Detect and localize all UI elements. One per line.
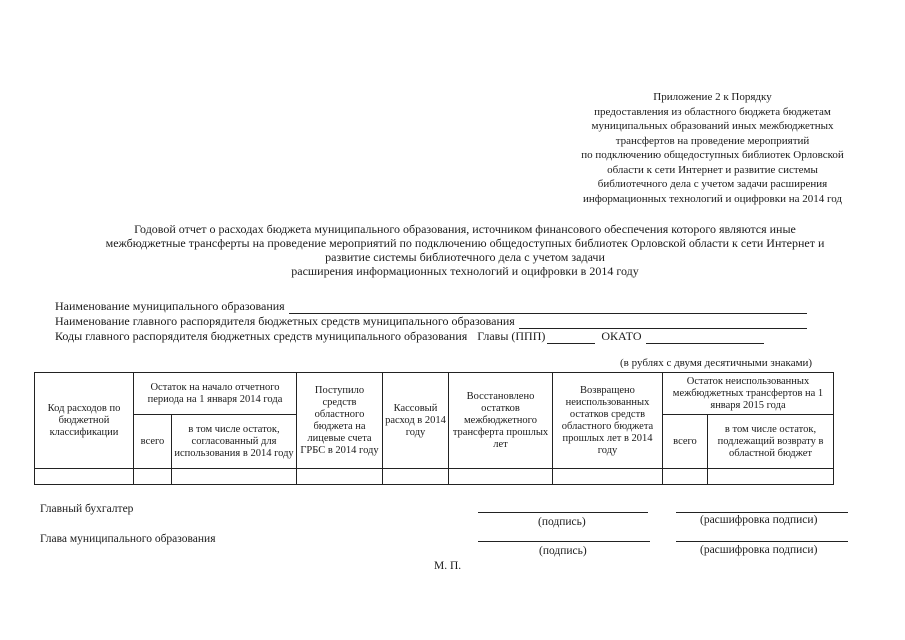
header-cash: Кассовый расход в 2014 году [383,373,449,469]
appendix-line: библиотечного дела с учетом задачи расширения [597,178,828,190]
head-signature-line[interactable] [478,541,650,542]
header-balance-use: в том числе остаток, согласованный для использования в 2014 году [172,415,297,469]
appendix-line: информационных технологий и оцифровки на 2014 год [583,192,842,205]
appendix-line: по подключению общедоступных библиотек Орловской [581,149,844,161]
accountant-decoding-caption: (расшифровка подписи) [700,514,818,526]
manager-input-line[interactable] [519,317,807,329]
report-title [55,222,875,278]
head-decoding-line[interactable] [676,541,848,542]
table-cell[interactable] [383,469,449,485]
manager-label: Наименование главного распорядителя бюджетных средств муниципального образования [55,314,515,328]
municipality-input-line[interactable] [289,302,807,314]
appendix-line: предоставления из областного бюджета бюджетам [594,105,831,118]
table-row [35,469,834,485]
municipality-label: Наименование муниципального образования [55,299,285,313]
chapter-label: Главы (ППП) [477,329,546,343]
codes-field [55,329,855,344]
units-note: (в рублях с двумя десятичными знаками) [620,357,813,369]
stamp-mark: М. П. [434,560,462,572]
municipality-field [55,299,855,314]
table-cell[interactable] [449,469,553,485]
manager-field [55,314,855,329]
header-balance-start: Остаток на начало отчетного периода на 1 января 2014 года [134,373,297,415]
appendix-line: трансфертов на проведение мероприятий [615,134,810,147]
table-cell[interactable] [35,469,134,485]
title-line: расширения информационных технологий и оцифровки в 2014 году [291,264,639,278]
table-cell[interactable] [297,469,383,485]
head-decoding-caption: (расшифровка подписи) [700,544,818,556]
title-line: развитие системы библиотечного дела с учетом задачи [325,250,605,264]
okato-input-line[interactable] [646,332,764,344]
accountant-decoding-line[interactable] [676,512,848,513]
header-return: в том числе остаток, подлежащий возврату в областной бюджет [708,415,834,469]
header-returned: Возвращено неиспользованных остатков средств областного бюджета прошлых лет в 2014 году [553,373,663,469]
header-total: всего [134,415,172,469]
table-cell[interactable] [708,469,834,485]
appendix-line: Приложение 2 к Порядку [653,91,772,103]
table-cell[interactable] [663,469,708,485]
accountant-signature-caption: (подпись) [538,516,586,528]
chapter-input-line[interactable] [547,332,595,344]
table-cell[interactable] [553,469,663,485]
okato-label: ОКАТО [601,329,642,343]
header-received: Поступило средств областного бюджета на лицевые счета ГРБС в 2014 году [297,373,383,469]
appendix-header [520,90,905,206]
title-line: Годовой отчет о расходах бюджета муниципального образования, источником финансового обеспечения которого являются иные [134,222,796,236]
header-balance-end: Остаток неиспользованных межбюджетных трансфертов на 1 января 2015 года [663,373,834,415]
header-total-end: всего [663,415,708,469]
header-restored: Восстановлено остатков межбюджетного трансферта прошлых лет [449,373,553,469]
appendix-line: муниципальных образований иных межбюджетных [591,120,834,132]
header-code: Код расходов по бюджетной классификации [35,373,134,469]
accountant-signature-line[interactable] [478,512,648,513]
accountant-label: Главный бухгалтер [40,503,134,515]
head-label: Глава муниципального образования [40,533,216,545]
codes-label: Коды главного распорядителя бюджетных средств муниципального образования [55,329,468,343]
title-line: межбюджетные трансферты на проведение мероприятий по подключению общедоступных библиотек Орловской области к сети Интернет и [105,236,825,250]
table-cell[interactable] [172,469,297,485]
head-signature-caption: (подпись) [539,545,587,557]
appendix-line: области к сети Интернет и развитие системы [607,163,818,176]
table-cell[interactable] [134,469,172,485]
report-table [34,372,834,485]
report-fields [55,299,855,344]
